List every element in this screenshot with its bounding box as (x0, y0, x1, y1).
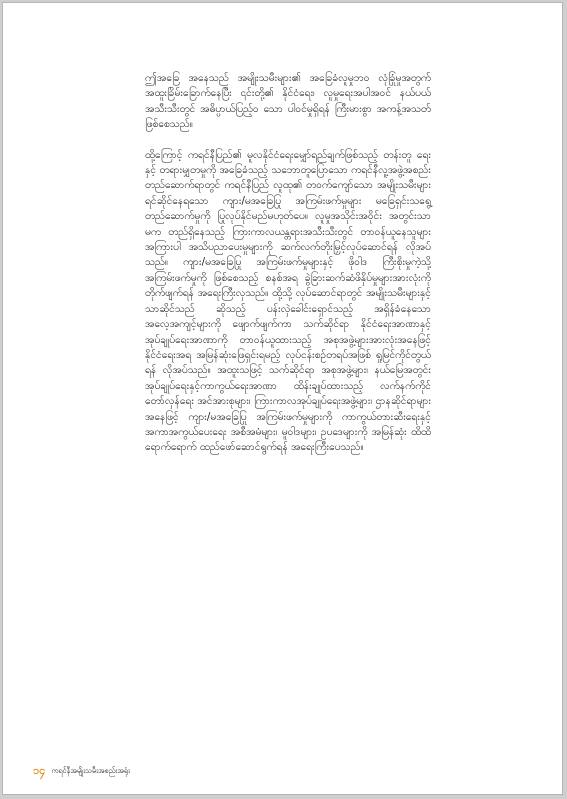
paragraph-1: ဤအခြေ အနေသည် အမျိုးသမီးများ၏ အခြေခံလူမှုဘဝ လုံခြုံမှုအတွက် အထူးခြိမ်းခြောက်နေပြီး ၎င်းတို့၏ နိုင်ငံရေး၊ လူမှုရေးအပါအဝင် နယ်ပယ်အသီးသီးတွင် အဓိပ္ပာယ်ပြည့်ဝ သော ပါဝင်မှုရှိရန် ကြီးမားစွာ အကန့်အသတ်ဖြစ်စေသည်။ (145, 72, 431, 131)
document-page (2, 2, 563, 795)
footer-document-title: ကရင်နီအမျိုးသမီးအစည်းအရုံး (51, 766, 130, 775)
body-text (145, 71, 431, 456)
page-number: ၁၄ (33, 764, 46, 777)
paragraph-2: ထို့ကြောင့် ကရင်နီပြည်၏ မူလနိုင်ငံရေးမျှော်ရည်ချက်ဖြစ်သည့် တန်းတူ ရေးနှင့် တရားမျှတမှုကို အခြေခံသည့် သဘောတူပြောသော ကရင်နီလူ့အဖွဲ့အစည်းတည်ဆောက်ရာတွင် ကရင်နီပြည် လူထု၏ တဝက်ကျော်သော အမျိုးသမီးများ ရင်ဆိုင်နေရသော ကျား/မအခြေပြု အကြမ်းဖက်မှုများ မခြေရှင်းသရွေ့ တည်ဆောက်မှုကို ပြုလုပ်နိုင်မည်မဟုတ်ပေ။ လူမှုအသိုင်းအဝိုင်း အတွင်းသာမက တည်ရှိနေသည့် ကြားကာလယန္တရားအသီးသီးတွင် တာဝန်ယူနေသူများအကြားပါ အသိပညာပေးမှုများကို ဆက်လက်တိုးမြှင့်လုပ်ဆောင်ရန် လိုအပ်သည်။ ကျား/မအခြေပြု အကြမ်းဖက်မှုများနှင့် ဖိုဝါဒ ကြီးစိုးမှုကဲ့သို့ အကြမ်းဖက်မှုကို ဖြစ်စေသည့် စနစ်အရ ခွဲခြားဆက်ဆံဖိနှိပ်မှုများအားလုံးကို တိုက်ဖျက်ရန် အရေးကြီးလှသည်။ ထို့သို့ လုပ်ဆောင်ရာတွင် အမျိုးသမီးများနှင့်သာဆိုင်သည် ဆိုသည့် ပန်းလှဲခေါင်းရှောင်သည့် အရှိန်ခံနေသော အလေ့အကျင့်များကို ဖျောက်ဖျက်ကာ သက်ဆိုင်ရာ နိုင်ငံရေးအာဏာနှင့် အုပ်ချုပ်ရေးအာဏာကို တာဝန်ယူထားသည့် အစုအဖွဲ့များအားလုံးအနေဖြင့် နိုင်ငံရေးအရ အမြန်ဆုံးဖြေရှင်းရမည့် လုပ်ငန်းစဉ်တရပ်အဖြစ် ရှုမြင်ကိုင်တွယ်ရန် လိုအပ်သည်။ အထူးသဖြင့် သက်ဆိုင်ရာ အစုအဖွဲ့များ၊ နယ်မြေအတွင်း အုပ်ချုပ်ရေးနှင့်ကာကွယ်ရေးအာဏာ ထိန်းချုပ်ထားသည့် လက်နက်ကိုင်တော်လှန်ရေး အင်အားစုများ၊ ကြားကာလအုပ်ချုပ်ရေးအဖွဲ့များ၊ ဌာနဆိုင်ရာများအနေဖြင့် ကျား/မအခြေပြု အကြမ်းဖက်မှုများကို ကာကွယ်တားဆီးရေးနှင့် အကာအကွယ်ပေးရေး အစီအမံများ၊ မူဝါဒများ၊ ဥပဒေများကို အမြန်ဆုံး ထိထိရောက်ရောက် ထည်ဖော်ဆောင်ရွက်ရန် အရေးကြီးပေသည်။ (145, 148, 431, 454)
page-footer (33, 764, 130, 778)
